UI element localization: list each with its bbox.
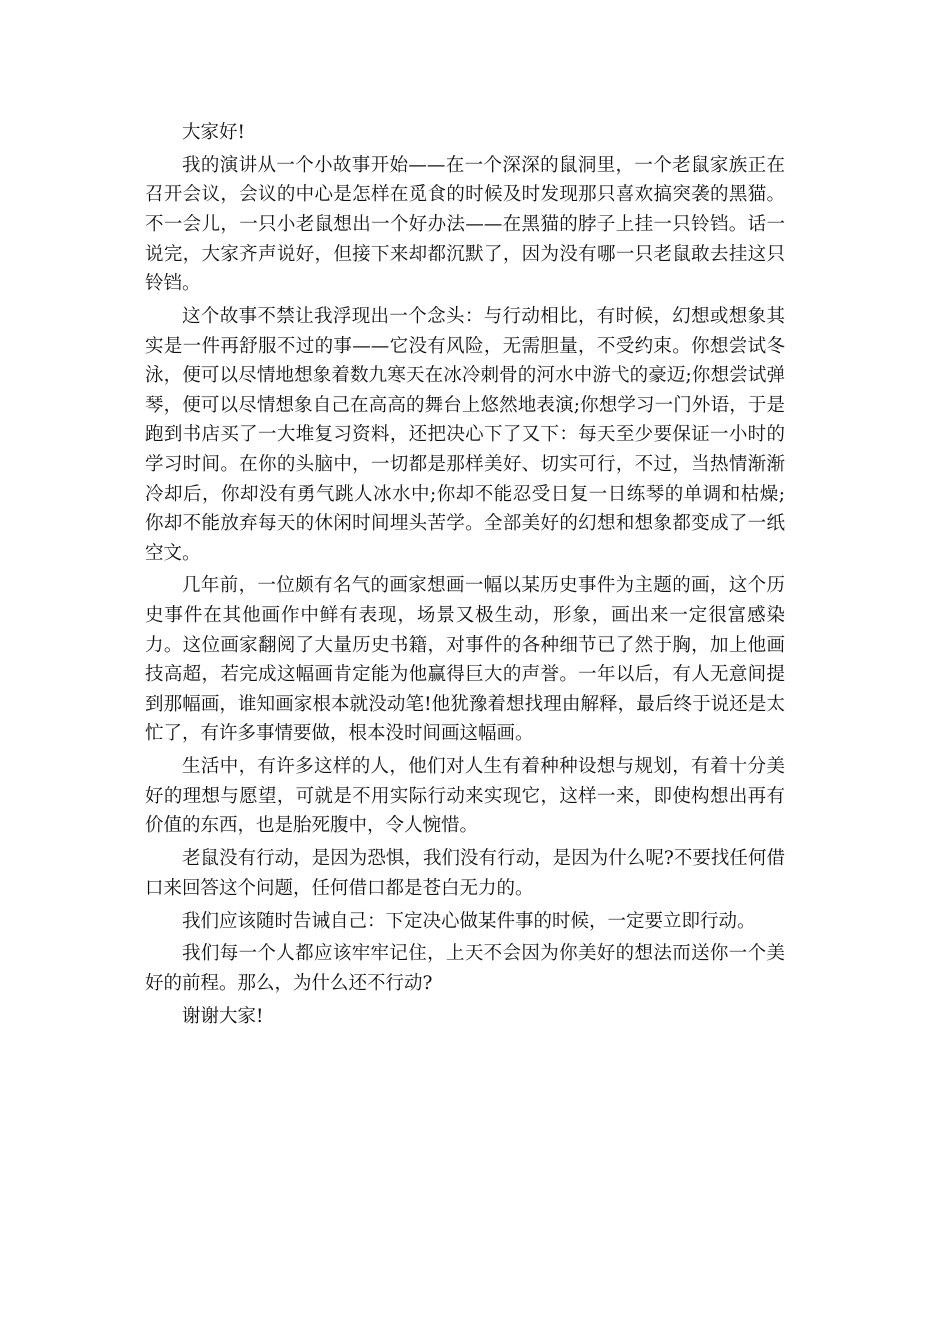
life-paragraph: 生活中，有许多这样的人，他们对人生有着种种设想与规划，有着十分美好的理想与愿望，可就是不用实际行动来实现它，这样一来，即使构想出再有价值的东西，也是胎死腹中，令人惋惜。 [145, 756, 785, 837]
greeting-paragraph: 大家好! [182, 122, 245, 143]
document-body [145, 118, 785, 1035]
mouse-paragraph: 老鼠没有行动，是因为恐惧，我们没有行动，是因为什么呢?不要找任何借口来回答这个问题，任何借口都是苍白无力的。 [145, 848, 785, 899]
conclusion-paragraph: 我们每一个人都应该牢牢记住，上天不会因为你美好的想法而送你一个美好的前程。那么，为什么还不行动? [145, 943, 785, 994]
reminder-paragraph: 我们应该随时告诫自己：下定决心做某件事的时候，一定要立即行动。 [182, 910, 756, 932]
story-paragraph: 我的演讲从一个小故事开始——在一个深深的鼠洞里，一个老鼠家族正在召开会议，会议的中心是怎样在觅食的时候及时发现那只喜欢搞突袭的黑猫。不一会儿，一只小老鼠想出一个好办法——在黑猫的脖子上挂一只铃铛。话一说完，大家齐声说好，但接下来却都沉默了，因为没有哪一只老鼠敢去挂这只铃铛。 [145, 154, 785, 295]
thanks-paragraph: 谢谢大家! [182, 1005, 264, 1027]
painter-paragraph: 几年前，一位颇有名气的画家想画一幅以某历史事件为主题的画，这个历史事件在其他画作中鲜有表现，场景又极生动，形象，画出来一定很富感染力。这位画家翻阅了大量历史书籍，对事件的各种细节已了然于胸，加上他画技高超，若完成这幅画肯定能为他赢得巨大的声誉。一年以后，有人无意间提到那幅画，谁知画家根本就没动笔!他犹豫着想找理由解释，最后终于说还是太忙了，有许多事情要做，根本没时间画这幅画。 [145, 575, 785, 745]
reflection-paragraph: 这个故事不禁让我浮现出一个念头：与行动相比，有时候，幻想或想象其实是一件再舒服不过的事——它没有风险，无需胆量，不受约束。你想尝试冬泳，便可以尽情地想象着数九寒天在冰冷刺骨的河水中游弋的豪迈;你想尝试弹琴，便可以尽情想象自己在高高的舞台上悠然地表演;你想学习一门外语，于是跑到书店买了一大堆复习资料，还把决心下了又下：每天至少要保证一小时的学习时间。在你的头脑中，一切都是那样美好、切实可行，不过，当热情渐渐冷却后，你却没有勇气跳人冰水中;你却不能忍受日复一日练琴的单调和枯燥;你却不能放弃每天的休闲时间埋头苦学。全部美好的幻想和想象都变成了一纸空文。 [145, 305, 785, 564]
